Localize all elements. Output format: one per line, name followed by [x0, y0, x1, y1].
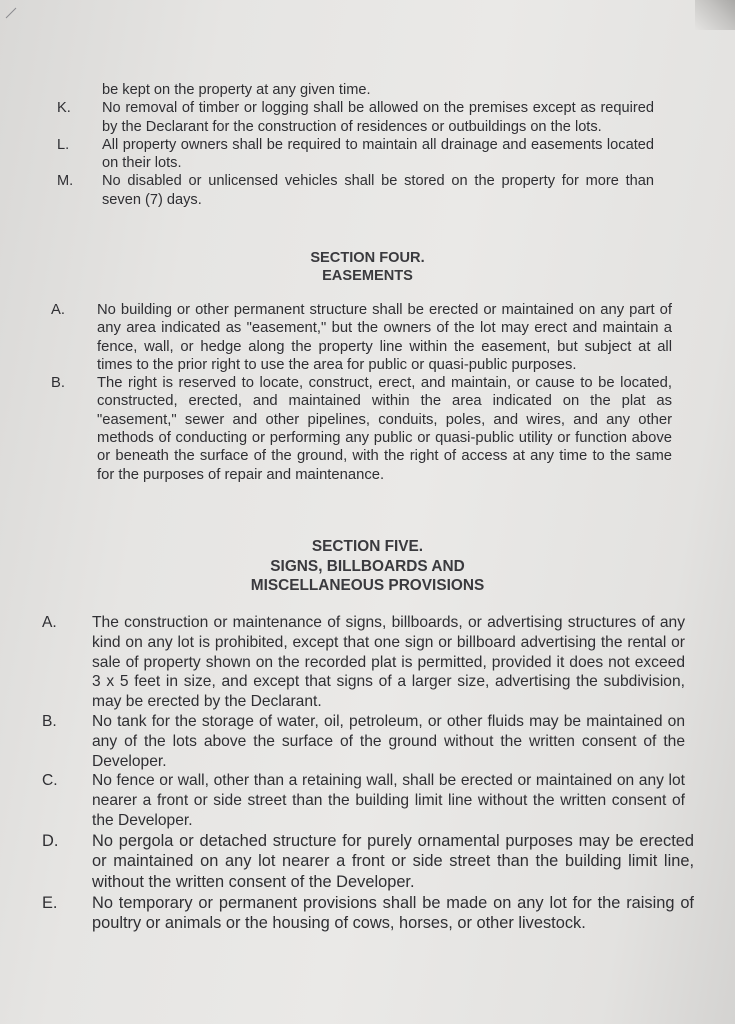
list-item: [0, 301, 672, 374]
item-letter: M.: [57, 173, 74, 190]
item-text: All property owners shall be required to maintain all drainage and easements located on their lots.: [102, 136, 654, 172]
list-item: [0, 81, 654, 99]
pen-mark-icon: [4, 6, 18, 20]
item-letter: D.: [42, 831, 59, 850]
section-four-heading: [0, 249, 735, 285]
section-title: MISCELLANEOUS PROVISIONS: [250, 577, 485, 594]
item-text: No disabled or unlicensed vehicles shall be stored on the property for more than seven (7) days.: [102, 173, 654, 208]
item-text: The right is reserved to locate, construct, erect, and maintain, or cause to be located, constructed, erected, and maintained within the area indicated on the plat as "easement," sewer and other pipelines, conduits, poles, and wires, and any other methods of conducting or performing any public or quasi-public utility or function above or beneath the surface of the ground, with the right of access at any time to the same for the purposes of repair and maintenance.: [97, 375, 672, 483]
list-item: [0, 613, 685, 712]
item-letter: B.: [42, 712, 57, 730]
section-title: EASEMENTS: [322, 268, 413, 284]
item-letter: B.: [51, 375, 65, 392]
list-item: [0, 374, 672, 484]
section-five-items: [0, 613, 735, 934]
section-number: SECTION FOUR.: [310, 250, 425, 266]
item-text: No removal of timber or logging shall be allowed on the premises except as required by the Declarant for the construction of residences or outbuildings on the lots.: [102, 100, 654, 135]
list-item: [0, 831, 694, 893]
item-text: No tank for the storage of water, oil, petroleum, or other fluids may be maintained on any of the lots above the surface of the ground without the written consent of the Developer.: [92, 712, 685, 770]
list-item: [0, 172, 654, 209]
list-item: [0, 99, 654, 136]
item-text: No building or other permanent structure shall be erected or maintained on any part of any area indicated as "easement," but the owners of the lot may erect and maintain a fence, wall, or hedge along the property line within the easement, but subject at all times to the prior right to use the area for public or quasi-public purposes.: [97, 302, 672, 373]
item-letter: A.: [51, 302, 65, 318]
section-five-heading: [0, 537, 735, 596]
section-number: SECTION FIVE.: [311, 538, 424, 555]
item-letter: A.: [42, 614, 57, 631]
section-title: SIGNS, BILLBOARDS AND: [270, 557, 465, 575]
item-letter: C.: [42, 772, 58, 790]
page-corner-fold: [695, 0, 735, 30]
item-letter: L.: [57, 136, 70, 153]
restrictions-continued: [0, 81, 735, 209]
list-item: [0, 136, 654, 173]
item-letter: K.: [57, 100, 71, 117]
section-four-items: [0, 301, 735, 484]
list-item: [0, 712, 685, 771]
list-item: [0, 771, 685, 830]
item-text: No fence or wall, other than a retaining wall, shall be erected or maintained on any lot nearer a front or side street than the building limit line without the written consent of the Developer.: [92, 772, 685, 829]
item-text: No pergola or detached structure for purely ornamental purposes may be erected or maintained on any lot nearer a front or side street than the building limit line, without the written consent of the Developer.: [92, 831, 694, 891]
item-letter: E.: [42, 893, 58, 912]
list-item: [0, 893, 694, 934]
item-text: No temporary or permanent provisions shall be made on any lot for the raising of poultry or animals or the housing of cows, horses, or other livestock.: [92, 893, 694, 933]
item-text: be kept on the property at any given time.: [102, 82, 371, 98]
item-text: The construction or maintenance of signs, billboards, or advertising structures of any kind on any lot is prohibited, except that one sign or billboard advertising the rental or sale of property shown on the recorded plat is permitted, provided it does not exceed 3 x 5 feet in size, and except that signs of a larger size, advertising the subdivision, may be erected by the Declarant.: [92, 614, 685, 711]
